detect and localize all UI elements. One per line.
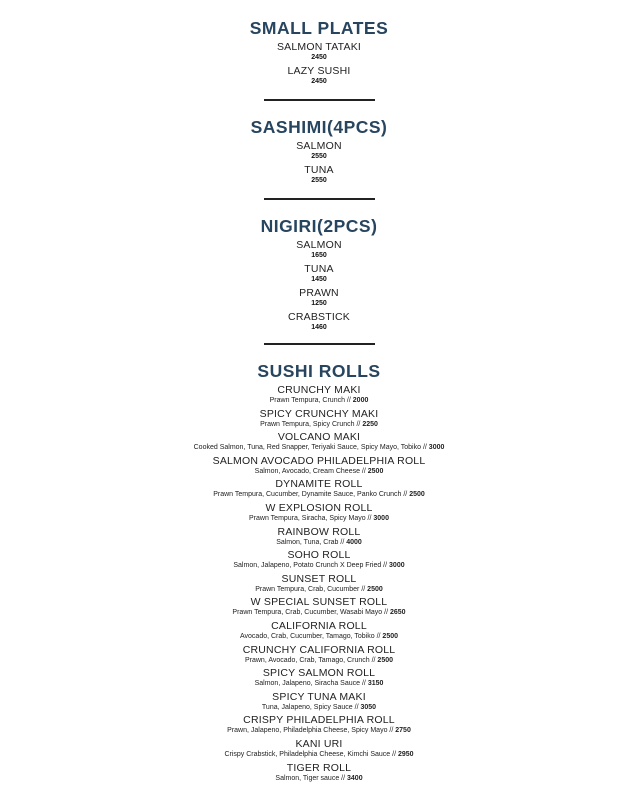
menu-item <box>0 455 638 476</box>
section-title: SUSHI ROLLS <box>257 361 381 381</box>
sushi-rolls-list <box>0 384 638 783</box>
item-description-line <box>0 632 638 641</box>
item-description: Salmon, Jalapeno, Potato Crunch X Deep Fried // <box>233 562 388 570</box>
item-description-line <box>0 679 638 688</box>
item-description: Prawn Tempura, Spicy Crunch // <box>260 420 361 428</box>
item-description-line <box>0 396 638 405</box>
item-description-line <box>0 443 638 452</box>
item-price: 4000 <box>346 538 362 546</box>
item-price: 3000 <box>428 444 445 452</box>
item-description: Salmon, Avocado, Cream Cheese // <box>254 467 366 475</box>
item-price: 1650 <box>311 252 327 259</box>
menu-item <box>0 263 638 284</box>
item-price: 2450 <box>311 78 327 85</box>
menu-item <box>0 239 638 260</box>
item-name: CALIFORNIA ROLL <box>271 619 367 632</box>
menu-item <box>0 311 638 332</box>
item-name: SALMON <box>296 140 342 152</box>
menu-item <box>0 620 638 641</box>
item-price: 3400 <box>347 774 363 782</box>
item-description-line <box>0 774 638 783</box>
item-description-line <box>0 467 638 476</box>
item-name: W SPECIAL SUNSET ROLL <box>250 596 388 609</box>
item-name: SALMON TATAKI <box>276 41 362 53</box>
item-description-line <box>0 726 638 735</box>
section-sashimi <box>0 117 638 185</box>
divider <box>0 99 638 101</box>
item-description-line <box>0 420 638 429</box>
item-description: Prawn Tempura, Crab, Cucumber, Wasabi Mayo // <box>232 609 389 617</box>
item-name: SALMON <box>296 239 342 251</box>
menu-item <box>0 478 638 499</box>
item-name: LAZY SUSHI <box>287 65 351 77</box>
item-price: 2250 <box>362 420 378 428</box>
item-description: Prawn, Jalapeno, Philadelphia Cheese, Spicy Mayo // <box>227 727 394 735</box>
menu-item <box>0 714 638 735</box>
menu-item <box>0 287 638 308</box>
item-name: SPICY TUNA MAKI <box>272 690 366 703</box>
item-name: VOLCANO MAKI <box>277 431 361 444</box>
item-name: SALMON AVOCADO PHILADELPHIA ROLL <box>212 454 426 467</box>
item-price: 2650 <box>390 609 406 617</box>
item-price: 2550 <box>311 153 327 160</box>
item-price: 2500 <box>367 585 383 593</box>
item-name: KANI URI <box>295 737 343 750</box>
item-price: 1250 <box>311 300 327 307</box>
item-description: Salmon, Tiger sauce // <box>275 774 346 782</box>
item-description-line <box>0 703 638 712</box>
section-sushi-rolls <box>0 361 638 783</box>
item-description-line <box>0 514 638 523</box>
item-price: 3050 <box>360 703 377 711</box>
item-description: Tuna, Jalapeno, Spicy Sauce // <box>261 703 359 711</box>
divider <box>0 343 638 345</box>
menu-item <box>0 164 638 185</box>
section-nigiri <box>0 216 638 332</box>
item-name: CRUNCHY CALIFORNIA ROLL <box>242 643 396 656</box>
item-description-line <box>0 750 638 759</box>
menu-item <box>0 644 638 665</box>
item-description-line <box>0 490 638 499</box>
item-price: 3000 <box>373 514 389 522</box>
item-description-line <box>0 538 638 547</box>
item-name: TUNA <box>304 164 334 176</box>
menu-item <box>0 691 638 712</box>
item-description-line <box>0 608 638 617</box>
item-name: DYNAMITE ROLL <box>275 478 363 491</box>
item-description: Salmon, Jalapeno, Siracha Sauce // <box>254 680 366 688</box>
item-name: CRUNCHY MAKI <box>277 384 361 396</box>
item-price: 2950 <box>397 750 414 758</box>
menu-item <box>0 738 638 759</box>
menu-item <box>0 41 638 62</box>
item-description: Prawn, Avocado, Crab, Tamago, Crunch // <box>244 656 376 664</box>
item-price: 2000 <box>352 397 369 404</box>
item-description: Prawn Tempura, Crunch // <box>269 397 351 404</box>
item-description: Prawn Tempura, Crab, Cucumber // <box>255 585 366 593</box>
item-price: 2450 <box>311 54 327 61</box>
divider <box>0 198 638 200</box>
item-name: SPICY CRUNCHY MAKI <box>259 407 379 420</box>
item-description-line <box>0 585 638 594</box>
section-small-plates <box>0 18 638 86</box>
item-price: 2550 <box>311 177 327 184</box>
menu-item <box>0 384 638 405</box>
item-name: SUNSET ROLL <box>281 572 357 585</box>
section-title: SMALL PLATES <box>249 18 389 38</box>
item-name: PRAWN <box>299 287 339 299</box>
item-description: Cooked Salmon, Tuna, Red Snapper, Teriyaki Sauce, Spicy Mayo, Tobiko // <box>193 444 427 452</box>
item-description: Salmon, Tuna, Crab // <box>276 538 345 546</box>
item-description: Prawn Tempura, Cucumber, Dynamite Sauce, Panko Crunch // <box>213 491 408 499</box>
item-price: 2500 <box>377 656 393 664</box>
item-name: TIGER ROLL <box>286 761 352 774</box>
section-title: NIGIRI(2PCS) <box>260 216 378 236</box>
menu-item <box>0 596 638 617</box>
item-price: 2500 <box>409 491 425 499</box>
item-name: RAINBOW ROLL <box>277 525 361 538</box>
item-price: 2750 <box>395 727 411 735</box>
menu-item <box>0 526 638 547</box>
menu-item <box>0 65 638 86</box>
section-title: SASHIMI(4PCS) <box>250 117 388 137</box>
item-price: 3000 <box>389 562 405 570</box>
menu-item <box>0 140 638 161</box>
item-description: Avocado, Crab, Cucumber, Tamago, Tobiko // <box>240 632 381 640</box>
item-name: W EXPLOSION ROLL <box>265 501 373 514</box>
item-name: TUNA <box>304 263 334 275</box>
item-price: 1460 <box>311 324 327 331</box>
menu-item <box>0 431 638 452</box>
item-price: 2500 <box>382 632 398 640</box>
item-price: 3150 <box>367 680 384 688</box>
item-name: CRABSTICK <box>288 311 350 323</box>
menu-item <box>0 502 638 523</box>
item-name: SPICY SALMON ROLL <box>262 667 376 680</box>
item-price: 1450 <box>311 276 327 283</box>
item-description: Prawn Tempura, Siracha, Spicy Mayo // <box>249 514 372 522</box>
item-description-line <box>0 656 638 665</box>
menu-item <box>0 573 638 594</box>
menu-item <box>0 667 638 688</box>
menu-item <box>0 762 638 783</box>
menu-item <box>0 549 638 570</box>
item-name: CRISPY PHILADELPHIA ROLL <box>243 714 395 727</box>
item-name: SOHO ROLL <box>287 549 351 562</box>
item-price: 2500 <box>367 467 384 475</box>
menu-item <box>0 408 638 429</box>
item-description: Crispy Crabstick, Philadelphia Cheese, Kimchi Sauce // <box>224 750 397 758</box>
item-description-line <box>0 561 638 570</box>
